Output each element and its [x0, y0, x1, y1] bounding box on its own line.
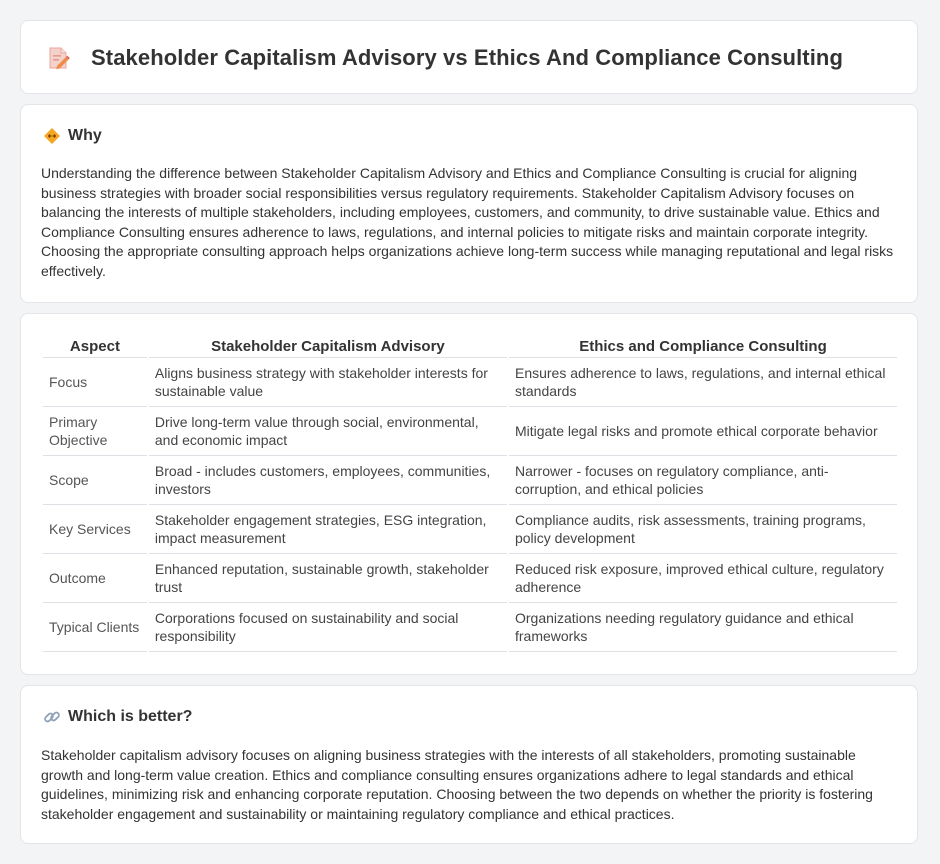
why-body: Understanding the difference between Stakeholder Capitalism Advisory and Ethics and Compliance Consulting is crucial for aligning business strategies with broader social responsibilities versus regulatory requirements. Stakeholder Capitalism Advisory focuses on balancing the interests of multiple stakeholders, including employees, customers, and community, to drive sustainable value. Ethics and Compliance Consulting ensures adherence to laws, regulations, and internal policies to mitigate risks and maintain corporate integrity. Choosing the appropriate consulting approach helps organizations achieve long-term success while managing reputational and legal risks effectively.: [41, 165, 894, 279]
why-title: Why: [68, 127, 102, 144]
table-row: [43, 505, 897, 554]
comparison-section: [20, 313, 918, 675]
table-row: [43, 456, 897, 505]
row-aspect: Typical Clients: [43, 603, 147, 652]
row-stakeholder-cell: Aligns business strategy with stakeholder interests for sustainable value: [149, 358, 507, 407]
row-ethics-cell: Compliance audits, risk assessments, training programs, policy development: [509, 505, 897, 554]
table-row: [43, 554, 897, 603]
better-heading: [43, 708, 192, 726]
row-ethics-cell: Mitigate legal risks and promote ethical corporate behavior: [509, 407, 897, 456]
document-edit-icon: [45, 45, 71, 71]
comparison-table: [41, 334, 899, 652]
row-stakeholder-cell: Enhanced reputation, sustainable growth, stakeholder trust: [149, 554, 507, 603]
row-stakeholder-cell: Broad - includes customers, employees, communities, investors: [149, 456, 507, 505]
table-row: [43, 358, 897, 407]
header-stakeholder: Stakeholder Capitalism Advisory: [149, 334, 507, 358]
row-ethics-cell: Organizations needing regulatory guidance and ethical frameworks: [509, 603, 897, 652]
better-body: Stakeholder capitalism advisory focuses on aligning business strategies with the interests of all stakeholders, promoting sustainable growth and long-term value creation. Ethics and compliance consulting ensures organizations adhere to legal standards and ethical guidelines, minimizing risk and enhancing corporate reputation. Choosing between the two depends on whether the priority is fostering stakeholder engagement and sustainability or maintaining regulatory compliance and ethical practices.: [41, 747, 873, 822]
table-row: [43, 407, 897, 456]
diamond-arrows-icon: [43, 127, 61, 145]
link-icon: [43, 708, 61, 726]
title-row: [45, 45, 843, 71]
row-ethics-cell: Ensures adherence to laws, regulations, and internal ethical standards: [509, 358, 897, 407]
row-ethics-cell: Narrower - focuses on regulatory compliance, anti-corruption, and ethical policies: [509, 456, 897, 505]
row-aspect: Scope: [43, 456, 147, 505]
which-better-section: [20, 685, 918, 844]
header-ethics: Ethics and Compliance Consulting: [509, 334, 897, 358]
page-title: Stakeholder Capitalism Advisory vs Ethics And Compliance Consulting: [91, 45, 844, 70]
header-card: [20, 20, 918, 94]
row-aspect: Outcome: [43, 554, 147, 603]
row-stakeholder-cell: Stakeholder engagement strategies, ESG integration, impact measurement: [149, 505, 507, 554]
why-heading: [43, 127, 102, 145]
row-ethics-cell: Reduced risk exposure, improved ethical culture, regulatory adherence: [509, 554, 897, 603]
table-header-row: [43, 334, 897, 358]
table-row: [43, 603, 897, 652]
header-aspect: Aspect: [43, 334, 147, 358]
row-aspect: Primary Objective: [43, 407, 147, 456]
why-section: [20, 104, 918, 303]
row-stakeholder-cell: Corporations focused on sustainability and social responsibility: [149, 603, 507, 652]
row-aspect: Key Services: [43, 505, 147, 554]
row-stakeholder-cell: Drive long-term value through social, environmental, and economic impact: [149, 407, 507, 456]
row-aspect: Focus: [43, 358, 147, 407]
better-title: Which is better?: [68, 708, 193, 725]
